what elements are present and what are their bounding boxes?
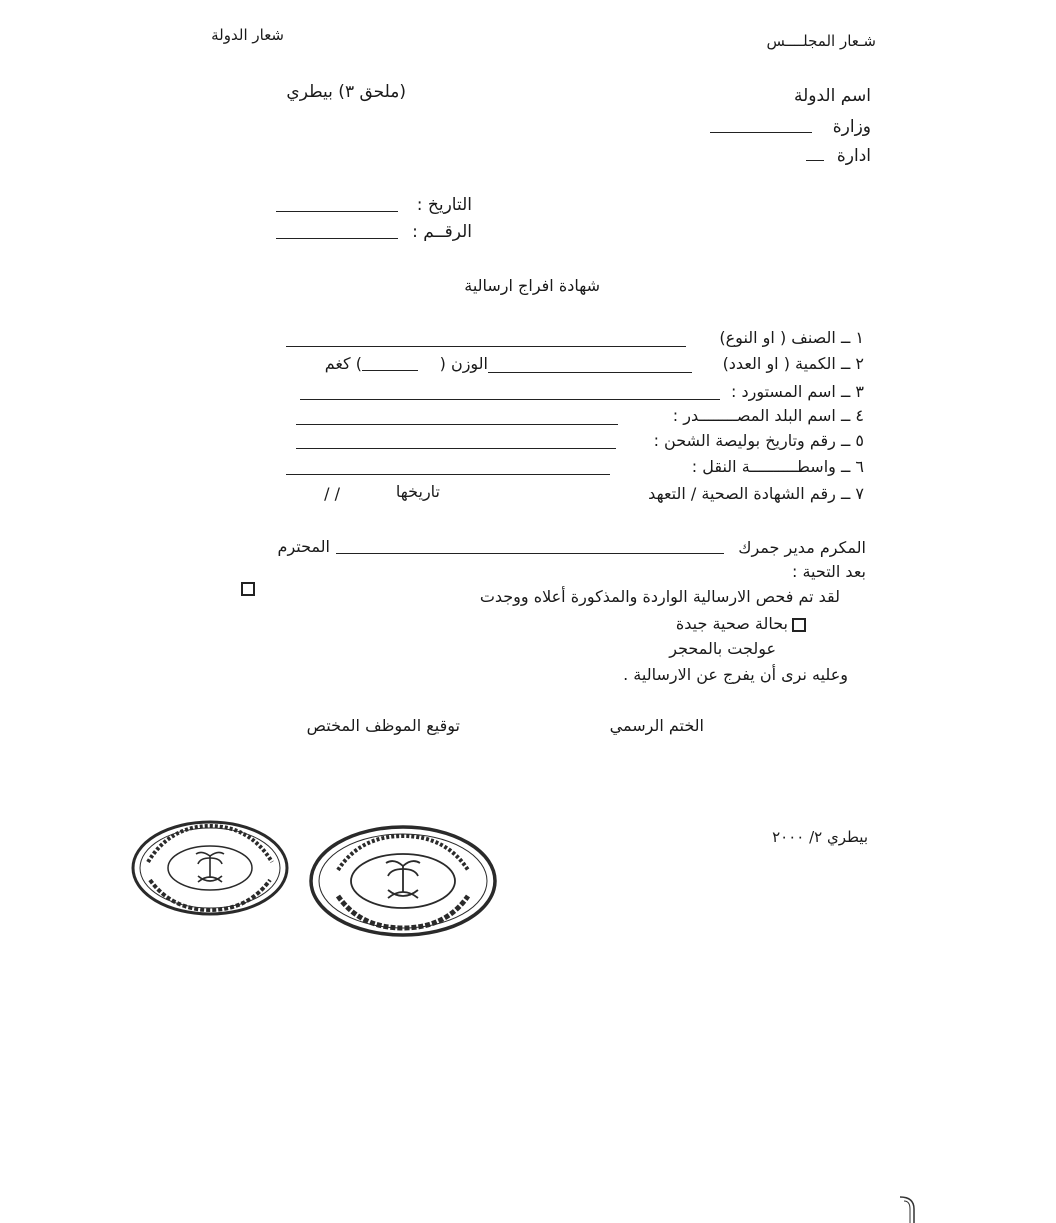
- administration-label: ادارة: [836, 146, 871, 166]
- checkbox-left[interactable]: [241, 582, 255, 596]
- field-certificate-date-label: تاريخها: [395, 482, 440, 501]
- inspected-text: لقد تم فحص الارسالية الواردة والمذكورة أعلاه ووجدت: [479, 587, 840, 606]
- ministry-label: وزارة: [832, 117, 871, 137]
- council-emblem-label: شـعار المجلــــس: [766, 32, 876, 50]
- addressee-label: المكرم مدير جمرك: [738, 538, 866, 557]
- field-importer-line: [300, 399, 720, 400]
- field-importer-label: ٣ ــ اسم المستورد :: [731, 382, 864, 401]
- field-bill-line: [296, 448, 616, 449]
- field-type-line: [286, 346, 686, 347]
- number-label: الرقــم :: [412, 222, 472, 242]
- field-transport-line: [286, 474, 610, 475]
- state-emblem-label: شعار الدولة: [211, 26, 284, 44]
- field-transport-label: ٦ ــ واسطــــــــــة النقل :: [691, 457, 864, 476]
- field-weight-unit: ) كغم: [324, 354, 362, 373]
- respected-label: المحترم: [277, 537, 330, 556]
- ministry-line: [710, 132, 812, 133]
- field-origin-line: [296, 424, 618, 425]
- annex-label: (ملحق ٣) بيطري: [286, 82, 406, 102]
- field-quantity-line: [488, 372, 692, 373]
- field-certificate-label: ٧ ــ رقم الشهادة الصحية / التعهد: [648, 484, 864, 503]
- field-type-label: ١ ــ الصنف ( او النوع): [719, 328, 864, 347]
- good-health-label: بحالة صحية جيدة: [675, 614, 788, 633]
- right-seal-image: [308, 824, 498, 938]
- officer-signature-label: توقيع الموظف المختص: [306, 716, 460, 735]
- field-certificate-date-slashes: / /: [324, 484, 340, 503]
- field-weight-line: [362, 370, 418, 371]
- customs-name-line: [336, 553, 724, 554]
- greeting-text: بعد التحية :: [791, 562, 866, 581]
- administration-line: [806, 160, 824, 161]
- field-bill-label: ٥ ــ رقم وتاريخ بوليصة الشحن :: [653, 431, 864, 450]
- release-text: وعليه نرى أن يفرج عن الارسالية .: [623, 665, 848, 684]
- official-stamp-label: الختم الرسمي: [609, 716, 704, 735]
- date-line: [276, 211, 398, 212]
- number-line: [276, 238, 398, 239]
- field-origin-label: ٤ ــ اسم البلد المصــــــــدر :: [672, 406, 864, 425]
- good-health-checkbox[interactable]: [792, 618, 806, 632]
- field-weight-label: الوزن (: [439, 354, 488, 373]
- left-seal-image: [130, 818, 290, 918]
- field-quantity-label: ٢ ــ الكمية ( او العدد): [722, 354, 864, 373]
- date-label: التاريخ :: [416, 195, 472, 215]
- form-code: بيطري ٢/ ٢٠٠٠: [772, 828, 868, 846]
- scan-corner-mark: [898, 1195, 918, 1223]
- quarantine-label: عولجت بالمحجر: [669, 639, 776, 658]
- state-name-label: اسم الدولة: [793, 86, 871, 106]
- certificate-title: شهادة افراج ارسالية: [464, 276, 600, 295]
